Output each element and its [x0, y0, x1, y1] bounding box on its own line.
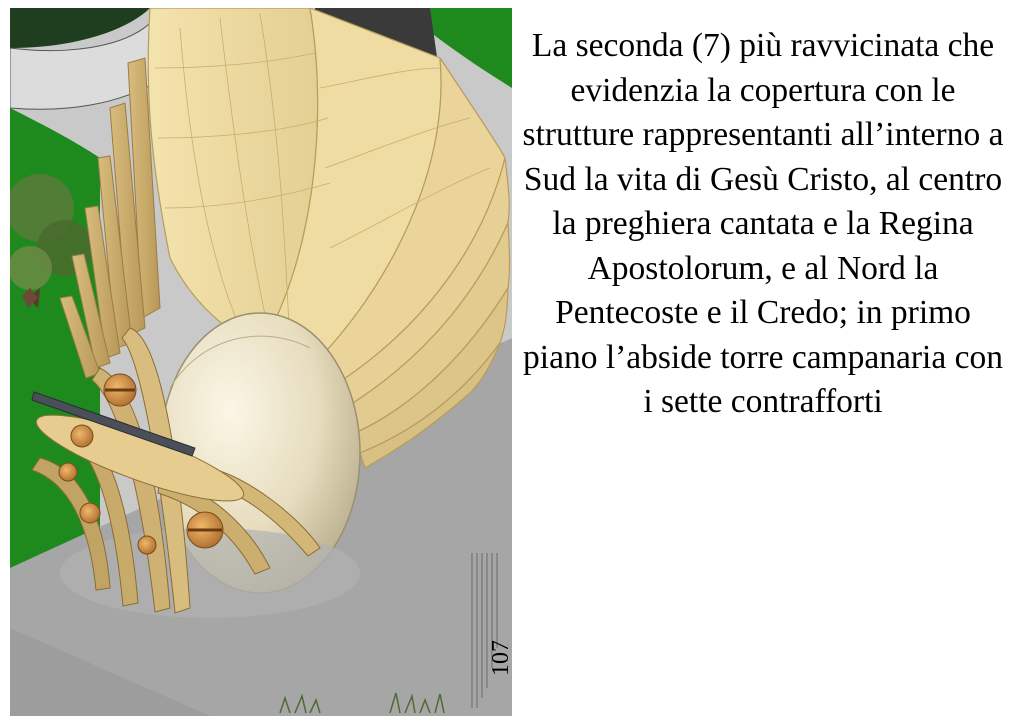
plate-info-strip [465, 543, 511, 713]
render-svg [10, 8, 512, 716]
plate-number: 107 [488, 640, 514, 676]
architectural-render [10, 8, 512, 716]
caption-text: La seconda (7) più ravvicinata che evidenzia la copertura con le strutture rappresentanti all’interno a Sud la vita di Gesù Cristo, al centro la preghiera cantata e la Regina Apostolorum, e al Nord la Pentecoste e il Credo; in primo piano l’abside torre campanaria con i sette contrafforti [522, 27, 1004, 420]
